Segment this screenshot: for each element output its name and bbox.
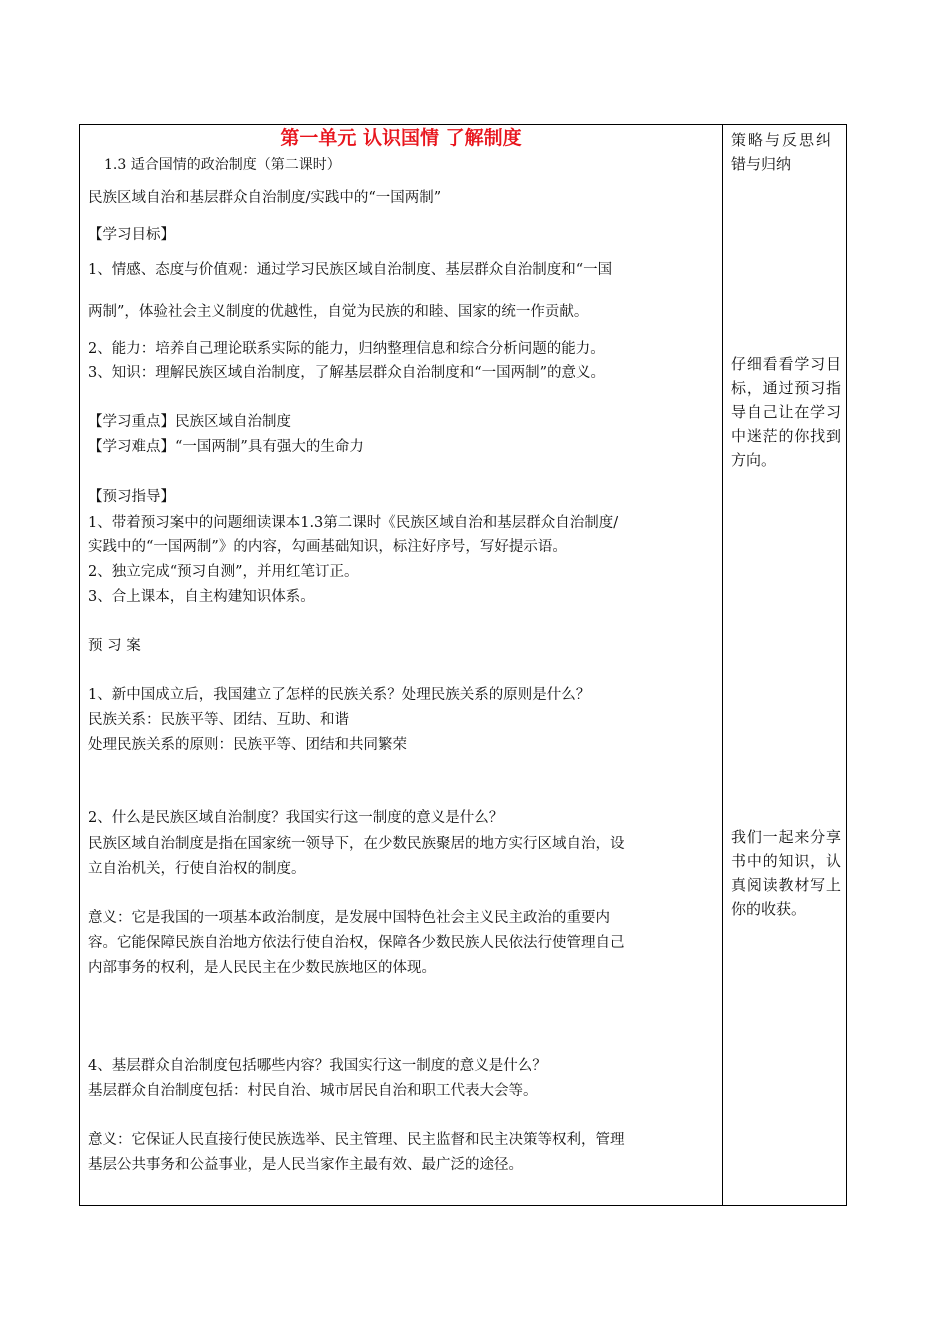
goals-heading: 【学习目标】	[88, 227, 175, 243]
guide-3: 3、合上课本，自主构建知识体系。	[88, 589, 315, 605]
goal-1-line-2: 两制”，体验社会主义制度的优越性，自觉为民族的和睦、国家的统一作贡献。	[88, 304, 589, 320]
answer-1-relations: 民族关系：民族平等、团结、互助、和谐	[88, 712, 349, 728]
goal-3: 3、知识：理解民族区域自治制度，了解基层群众自治制度和“一国两制”的意义。	[88, 365, 606, 381]
column-divider	[722, 124, 723, 1206]
meaning-2-line-1: 意义：它是我国的一项基本政治制度，是发展中国特色社会主义民主政治的重要内	[88, 910, 610, 926]
guide-heading: 【预习指导】	[88, 489, 175, 505]
guide-1-line-2: 实践中的“一国两制”》的内容，勾画基础知识，标注好序号，写好提示语。	[88, 539, 567, 555]
question-1: 1、新中国成立后，我国建立了怎样的民族关系？处理民族关系的原则是什么？	[88, 687, 591, 703]
topic-line: 民族区域自治和基层群众自治制度/实践中的“一国两制”	[88, 190, 442, 206]
side-note-goals: 仔细看看学习目标，通过预习指导自己让在学习中迷茫的你找到方向。	[731, 355, 841, 469]
lesson-subtitle: 1.3 适合国情的政治制度（第二课时）	[104, 157, 341, 173]
guide-2: 2、独立完成“预习自测”，并用红笔订正。	[88, 564, 359, 580]
answer-2-line-1: 民族区域自治制度是指在国家统一领导下，在少数民族聚居的地方实行区域自治，设	[88, 836, 625, 852]
preview-heading: 预 习 案	[88, 638, 141, 654]
answer-4: 基层群众自治制度包括：村民自治、城市居民自治和职工代表大会等。	[88, 1083, 538, 1099]
meaning-2-line-3: 内部事务的权利，是人民民主在少数民族地区的体现。	[88, 960, 436, 976]
question-2: 2、什么是民族区域自治制度？我国实行这一制度的意义是什么？	[88, 810, 504, 826]
meaning-4-line-2: 基层公共事务和公益事业，是人民当家作主最有效、最广泛的途径。	[88, 1157, 523, 1173]
meaning-2-line-2: 容。它能保障民族自治地方依法行使自治权，保障各少数民族人民依法行使管理自己	[88, 935, 625, 951]
answer-2-line-2: 立自治机关，行使自治权的制度。	[88, 861, 306, 877]
side-column-heading: 策略与反思纠错与归纳	[731, 131, 831, 173]
difficulty: 【学习难点】“一国两制”具有强大的生命力	[88, 439, 364, 455]
side-note-knowledge: 我们一起来分享书中的知识，认真阅读教材写上你的收获。	[731, 828, 841, 918]
goal-2: 2、能力：培养自己理论联系实际的能力，归纳整理信息和综合分析问题的能力。	[88, 341, 605, 357]
meaning-4-line-1: 意义：它保证人民直接行使民族选举、民主管理、民主监督和民主决策等权利，管理	[88, 1132, 625, 1148]
worksheet-table	[79, 124, 847, 1206]
question-4: 4、基层群众自治制度包括哪些内容？我国实行这一制度的意义是什么？	[88, 1058, 547, 1074]
unit-title: 第一单元 认识国情 了解制度	[280, 127, 522, 149]
goal-1-line-1: 1、情感、态度与价值观：通过学习民族区域自治制度、基层群众自治制度和“一国	[88, 262, 613, 278]
guide-1-line-1: 1、带着预习案中的问题细读课本1.3第二课时《民族区域自治和基层群众自治制度/	[88, 515, 619, 531]
answer-1-principles: 处理民族关系的原则：民族平等、团结和共同繁荣	[88, 737, 407, 753]
key-point: 【学习重点】民族区域自治制度	[88, 414, 291, 430]
